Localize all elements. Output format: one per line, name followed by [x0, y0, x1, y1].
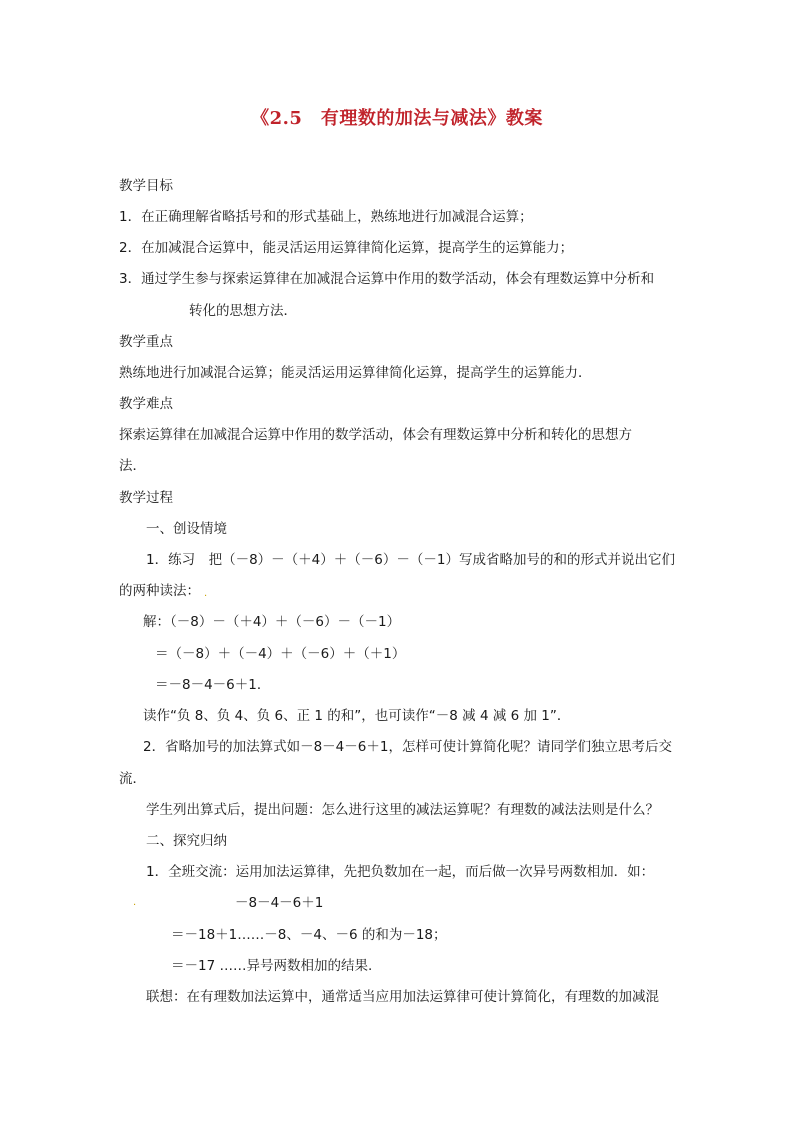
goal-2: 2．在加减混合运算中，能灵活运用运算律简化运算，提高学生的运算能力； [119, 240, 574, 256]
difficulty-line-1: 探索运算律在加减混合运算中作用的数学活动，体会有理数运算中分析和转化的思想方 [119, 427, 632, 443]
calc-line-2: ＝－18＋1……－8、－4、－6 的和为－18； [171, 927, 447, 943]
key-text: 熟练地进行加减混合运算；能灵活运用运算律简化运算，提高学生的运算能力． [119, 365, 592, 381]
solution-line-3: ＝－8－4－6＋1． [155, 677, 271, 693]
solution-line-2: ＝（－8）＋（－4）＋（－6）＋（＋1） [155, 646, 406, 662]
document-title: 《2.5 有理数的加法与减法》教案 [251, 108, 543, 129]
solution-line-1: 解：（－8）－（＋4）＋（－6）－（－1） [143, 614, 401, 630]
calc-line-1: －8－4－6＋1 [235, 895, 324, 911]
goal-3-line-1: 3．通过学生参与探索运算律在加减混合运算中作用的数学活动，体会有理数运算中分析和 [119, 271, 655, 287]
exercise-1-line-1: 1．练习 把（－8）－（＋4）＋（－6）－（－1）写成省略加号的和的形式并说出它们 [146, 552, 675, 568]
association-line: 联想：在有理数加法运算中，通常适当应用加法运算律可使计算简化，有理数的加减混 [146, 989, 659, 1005]
calc-line-3: ＝－17 ……异号两数相加的结果. [171, 958, 373, 974]
goal-1: 1．在正确理解省略括号和的形式基础上，熟练地进行加减混合运算； [119, 209, 533, 225]
difficulty-line-2: 法． [119, 458, 146, 474]
stray-dot: . [204, 588, 208, 599]
difficulty-heading: 教学难点 [119, 396, 173, 412]
exercise-1-line-2: 的两种读法： [119, 583, 200, 599]
goals-heading: 教学目标 [119, 178, 173, 194]
part2-heading: 二、探究归纳 [146, 833, 227, 849]
part1-heading: 一、创设情境 [146, 521, 227, 537]
exercise-2-line-1: 2．省略加号的加法算式如－8－4－6＋1，怎样可使计算简化呢？请同学们独立思考后交 [143, 739, 672, 755]
class-exchange: 1．全班交流：运用加法运算律，先把负数加在一起，而后做一次异号两数相加．如： [146, 864, 655, 880]
process-heading: 教学过程 [119, 490, 173, 506]
goal-3-line-2: 转化的思想方法． [189, 303, 297, 319]
key-heading: 教学重点 [119, 334, 173, 350]
students-question: 学生列出算式后，提出问题：怎么进行这里的减法运算呢？有理数的减法法则是什么？ [146, 802, 659, 818]
stray-dot-2: . [133, 897, 137, 908]
exercise-2-line-2: 流． [119, 771, 146, 787]
read-as-line: 读作“负 8、负 4、负 6、正 1 的和”，也可读作“－8 减 4 减 6 加 1”． [143, 708, 571, 724]
